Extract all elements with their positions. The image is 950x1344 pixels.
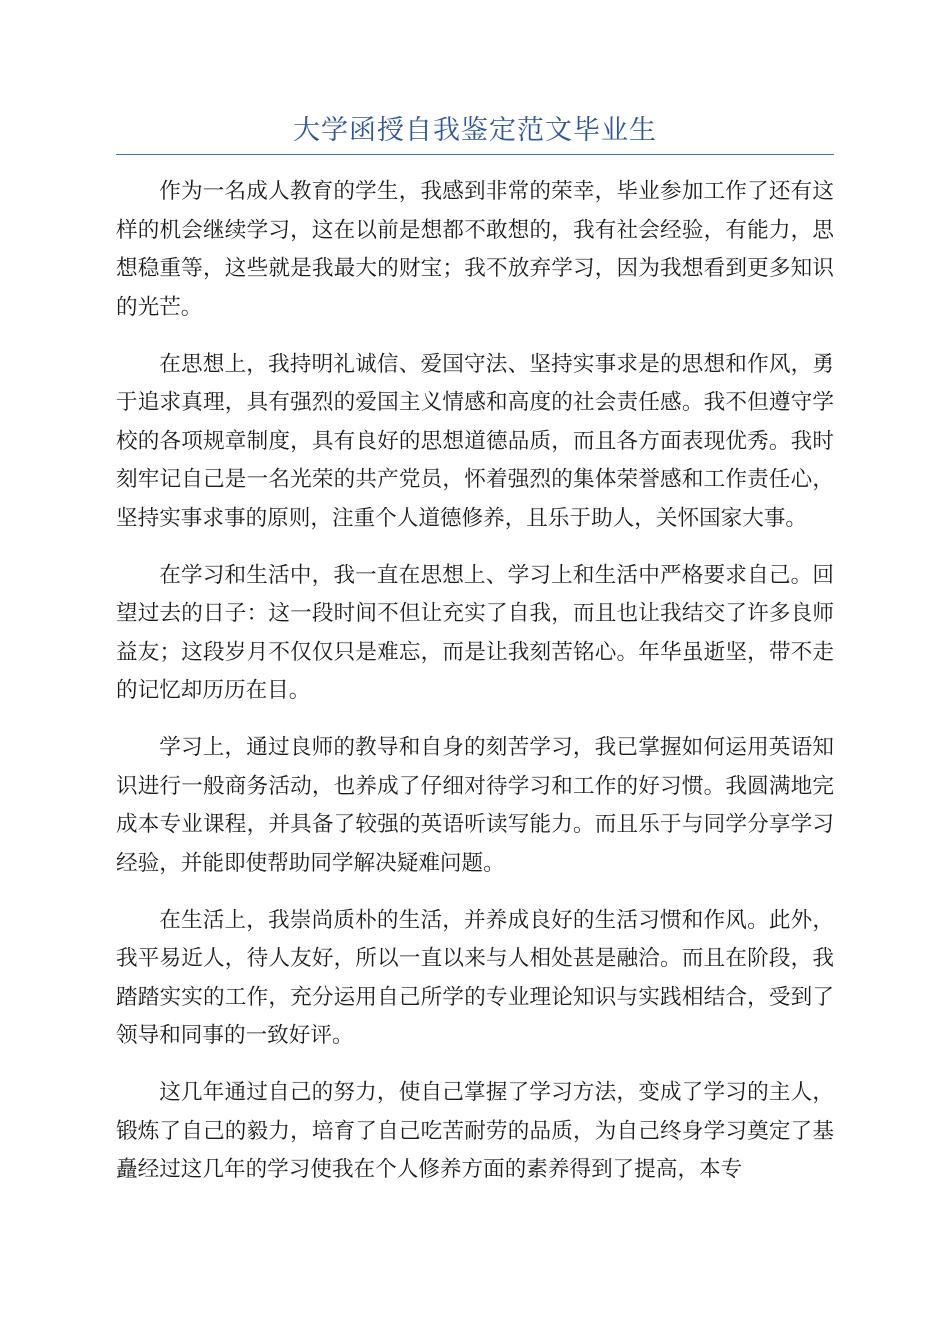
title-underline — [116, 154, 834, 155]
paragraph-study-life: 在学习和生活中，我一直在思想上、学习上和生活中严格要求自己。回望过去的日子：这一段时间不但让充实了自我，而且也让我结交了许多良师益友；这段岁月不仅仅只是难忘，而是让我刻苦铭心。年华虽逝坚，带不走的记忆却历历在目。 — [116, 562, 834, 703]
paragraph-summary: 这几年通过自己的努力，使自己掌握了学习方法，变成了学习的主人，锻炼了自己的毅力，培育了自己吃苦耐劳的品质，为自己终身学习奠定了基矗经过这几年的学习使我在个人修养方面的素养得到了提高，本专 — [116, 1080, 834, 1182]
paragraph-thought: 在思想上，我持明礼诚信、爱国守法、坚持实事求是的思想和作风，勇于追求真理，具有强烈的爱国主义情感和高度的社会责任感。我不但遵守学校的各项规章制度，具有良好的思想道德品质，而且各方面表现优秀。我时刻牢记自己是一名光荣的共产党员，怀着强烈的集体荣誉感和工作责任心，坚持实事求事的原则，注重个人道德修养，且乐于助人，关怀国家大事。 — [116, 351, 834, 531]
document-title: 大学函授自我鉴定范文毕业生 — [293, 115, 657, 146]
paragraph-living: 在生活上，我崇尚质朴的生活，并养成良好的生活习惯和作风。此外，我平易近人，待人友好，所以一直以来与人相处甚是融洽。而且在阶段，我踏踏实实的工作，充分运用自己所学的专业理论知识与实践相结合，受到了领导和同事的一致好评。 — [116, 907, 834, 1048]
paragraph-learning: 学习上，通过良师的教导和自身的刻苦学习，我已掌握如何运用英语知识进行一般商务活动，也养成了仔细对待学习和工作的好习惯。我圆满地完成本专业课程，并具备了较强的英语听读写能力。而且乐于与同学分享学习经验，并能即使帮助同学解决疑难问题。 — [116, 735, 834, 876]
document-body — [116, 173, 834, 1208]
paragraph-intro: 作为一名成人教育的学生，我感到非常的荣幸，毕业参加工作了还有这样的机会继续学习，这在以前是想都不敢想的，我有社会经验，有能力，思想稳重等，这些就是我最大的财宝；我不放弃学习，因为我想看到更多知识的光芒。 — [116, 179, 834, 320]
